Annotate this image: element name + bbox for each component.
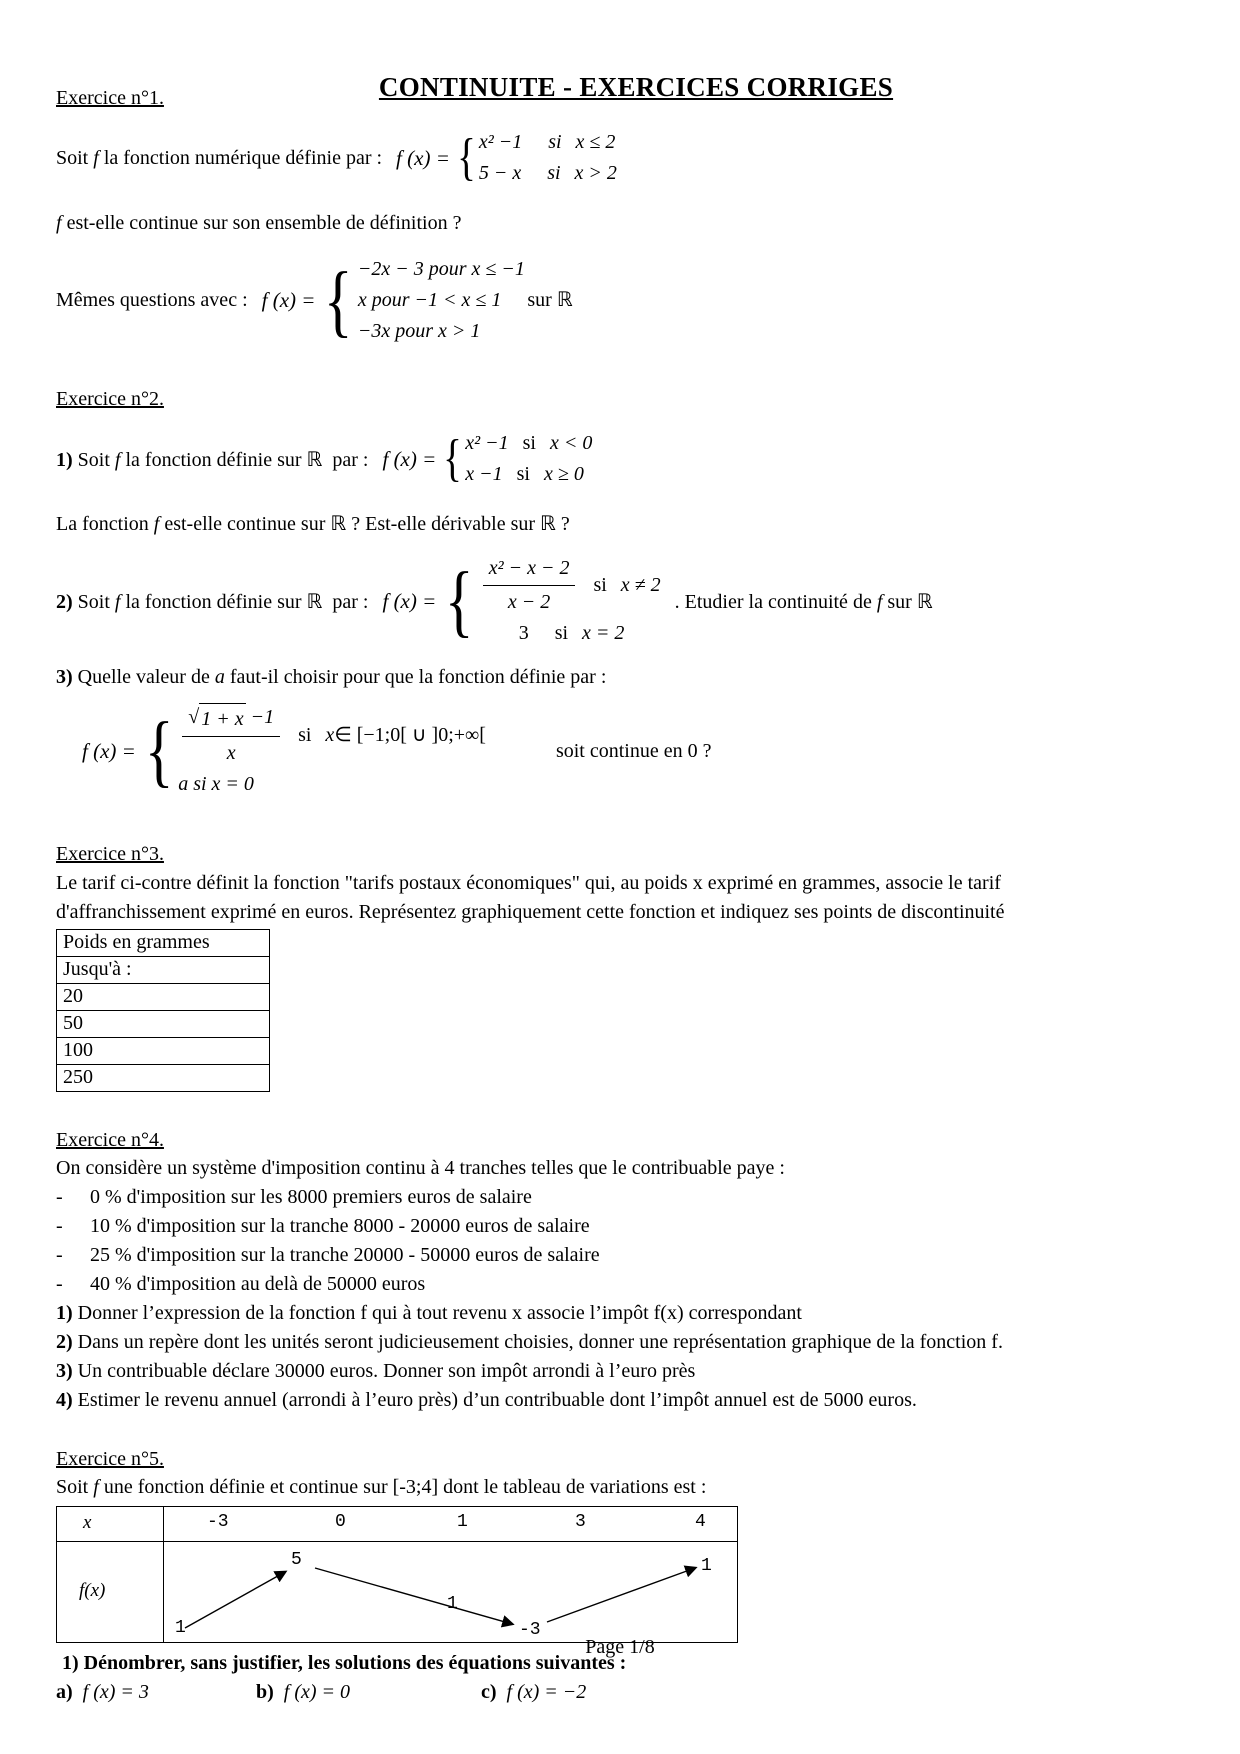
ex1-case-1-expr: x² −1 [478,131,523,153]
list-item [56,1212,1186,1241]
ex1-case-2-expr: 5 − x [478,162,522,184]
real-set-symbol: ℝ [306,448,323,471]
exercise-5-intro [56,1473,1186,1502]
ex2-q2-c1-si: si [593,574,607,596]
real-set-symbol: ℝ [916,590,933,613]
ex2-q2-function-symbol: f [114,590,121,613]
exercise-2-q1-followup [56,510,1186,539]
ex2-q2-tail-a: . Etudier la continuité de [674,590,872,613]
exercise-4-heading: Exercice n°4. [56,1129,164,1151]
exercise-2-q3-intro [56,663,1186,692]
exercise-1-heading: Exercice n°1. [56,87,164,109]
radicand: 1 + x [199,703,245,735]
ex2-q3-si: si [298,724,312,746]
fraction [182,702,280,769]
q-number: 3) [56,1360,73,1382]
subq-letter: a) [56,1681,73,1703]
fraction-numerator: x² − x − 2 [483,553,576,586]
ex2-q2-tail-b: sur [887,590,912,613]
ex2-q3-fx-label: f (x) = [82,738,136,763]
table-row [57,1038,270,1065]
table-row [57,957,270,984]
ex2-q2-c: par : [332,590,369,613]
ex2-piecewise-2 [440,553,660,649]
fraction-numerator [182,702,280,737]
ex2-q3-case2: a si x = 0 [178,773,254,795]
dash-icon: - [56,1273,63,1295]
postal-tariff-table [56,929,270,1092]
ex1-piecewise-1 [454,127,617,189]
exercise-2-heading: Exercice n°2. [56,388,164,410]
ex2-q2-c2-expr: 3 [518,622,529,644]
ex2-q3-case-row [178,702,486,769]
ex1-q-text: est-elle continue sur son ensemble de définition ? [66,212,462,234]
brace-icon: { [324,256,354,345]
table-cell: 20 [57,984,270,1011]
radical-icon: √ [188,706,200,728]
real-set-symbol: ℝ [330,513,347,535]
variation-table-body-row [57,1542,737,1642]
x-tick: 3 [575,1512,586,1532]
ex2-q2-c1-cond: x ≠ 2 [620,574,661,596]
ex5-q1-text: 1) Dénombrer, sans justifier, les solutions des équations suivantes : [62,1652,627,1674]
ex2-case-row [465,428,592,459]
ex2-q2-a: Soit [77,590,110,613]
variation-table-header-row [57,1507,737,1542]
ex5-function-symbol: f [93,1476,99,1498]
sqrt-tail: −1 [245,706,275,728]
table-row [57,1065,270,1092]
ex2-q1-a: Soit [77,448,110,471]
table-cell: 100 [57,1038,270,1065]
ex2-q2-c2-si: si [554,622,569,644]
variation-arrows [57,1542,737,1642]
ex1-c2-1-expr: −2x − 3 [357,258,424,280]
ex5-intro-b: une fonction définie et continue sur [-3;4] dont le tableau de variations est : [103,1476,707,1498]
ex1-fx-label-2: f (x) = [261,288,316,312]
ex2-c1-expr: x² −1 [465,432,509,454]
ex2-q2-c2-cond: x = 2 [582,622,625,644]
ex1-intro-rest: la fonction numérique définie par : [103,146,383,169]
x-tick: 0 [335,1512,346,1532]
ex1-c2-3-cond: pour x > 1 [395,320,481,342]
variation-value: -3 [519,1620,541,1640]
ex1-c2-2-cond: pour −1 < x ≤ 1 [371,289,502,311]
bullet-text: 25 % d'imposition sur la tranche 20000 - 50000 euros de salaire [90,1244,600,1266]
ex1-case-1-si: si [548,131,562,153]
ex2-q3-a: Quelle valeur de [77,666,210,688]
exercise-4-question-3 [56,1357,1186,1386]
subq-equation: f (x) = 0 [283,1681,351,1703]
q-number: 1) [56,1302,73,1324]
ex2-q2-number: 2) [56,590,73,613]
exercise-5-heading: Exercice n°5. [56,1448,164,1470]
ex1-sur: sur [527,289,552,311]
ex1-case-2-si: si [547,162,561,184]
dash-icon: - [56,1186,63,1208]
exercise-3-heading: Exercice n°3. [56,843,164,865]
ex2-q3-param-a: a [214,666,225,688]
ex2-q1-number: 1) [56,448,73,471]
fraction [483,553,576,618]
subq-a [56,1681,256,1704]
exercise-3-body-line1: Le tarif ci-contre définit la fonction "tarifs postaux économiques" qui, au poids x exprimé en grammes, associe le tarif [56,872,1001,894]
q-text: Donner l’expression de la fonction f qui à tout revenu x associe l’impôt f(x) correspondant [77,1302,802,1324]
variation-value: 1 [447,1594,458,1614]
square-root [188,702,245,735]
bullet-text: 40 % d'imposition au delà de 50000 euros [90,1273,426,1295]
ex2-q2-fx-label: f (x) = [382,588,437,613]
table-row [57,984,270,1011]
q-text: Un contribuable déclare 30000 euros. Donner son impôt arrondi à l’euro près [77,1360,696,1382]
table-cell: 250 [57,1065,270,1092]
ex1-fx-label: f (x) = [396,145,450,170]
ex1-case2-row [358,316,573,347]
ex1-case2-row [358,285,573,316]
subq-letter: c) [481,1681,497,1703]
real-set-symbol: ℝ [306,590,323,613]
dash-icon: - [56,1244,63,1266]
q-number: 4) [56,1389,73,1411]
ex1-case2-row [358,254,573,285]
exercise-1-second-intro: Mêmes questions avec : [56,289,248,311]
list-item [56,1270,1186,1299]
ex2-c2-expr: x −1 [465,463,503,485]
ex1-piecewise-2 [319,254,572,347]
variation-fx-label: f(x) [79,1580,106,1601]
ex1-function-symbol: f [93,146,99,169]
ex2-c2-cond: x ≥ 0 [543,463,584,485]
variation-value: 1 [175,1618,186,1638]
ex2-q2-tail [675,589,933,614]
ex2-q1-function-symbol: f [114,448,121,471]
table-header-weight: Poids en grammes [57,930,270,957]
variation-value: 1 [701,1556,712,1576]
variation-table-divider [163,1507,164,1642]
ex2-q2-case-row [479,618,661,649]
brace-icon: { [445,557,474,645]
ex2-follow-b: est-elle continue sur [164,513,326,535]
table-cell: Jusqu'à : [57,957,270,984]
x-tick: -3 [207,1512,229,1532]
exercise-4-bullets [56,1183,1186,1299]
exercise-3-body-line2: d'affranchissement exprimé en euros. Représentez graphiquement cette fonction et indiquez ses points de discontinuité [56,901,1005,923]
document-content [56,72,1186,1704]
ex1-q-function-symbol: f [56,212,62,234]
ex2-follow-function-symbol: f [153,513,160,535]
fraction-denominator: x − 2 [507,591,551,613]
ex2-q3-b: faut-il choisir pour que la fonction définie par : [229,666,607,688]
q-text: Estimer le revenu annuel (arrondi à l’euro près) d’un contribuable dont l’impôt annuel est de 5000 euros. [77,1389,917,1411]
q-text: Dans un repère dont les unités seront judicieusement choisies, donner une représentation graphique de la fonction f. [77,1331,1003,1353]
list-item [56,1241,1186,1270]
table-cell: 50 [57,1011,270,1038]
subq-b [256,1681,481,1704]
exercise-4-question-4 [56,1386,1186,1415]
exercise-5-subquestions [56,1681,1186,1704]
ex2-fx-label: f (x) = [382,446,437,471]
subq-equation: f (x) = 3 [82,1681,149,1703]
subq-equation: f (x) = −2 [506,1681,587,1703]
page-footer: Page 1/8 [585,1636,655,1658]
bullet-text: 10 % d'imposition sur la tranche 8000 - 20000 euros de salaire [90,1215,590,1237]
real-set-symbol: ℝ [556,289,573,311]
page-title: CONTINUITE - EXERCICES CORRIGES [378,72,894,102]
exercise-4-question-2 [56,1328,1186,1357]
exercise-4-question-1 [56,1299,1186,1328]
ex2-c1-cond: x < 0 [549,432,593,454]
ex2-q3-number: 3) [56,666,73,688]
dash-icon: - [56,1215,63,1237]
brace-icon: { [443,430,463,488]
ex1-case-row [479,127,617,158]
ex1-case-row [479,158,617,189]
ex2-q1-b: la fonction définie sur [125,448,302,471]
brace-icon: { [144,707,174,795]
x-tick: 4 [695,1512,706,1532]
ex2-q1-c: par : [332,448,369,471]
ex1-c2-2-expr: x [357,289,367,311]
exercise-1-intro [56,147,382,170]
ex1-intro-prefix: Soit [56,146,89,169]
ex2-q2-case-row [479,553,661,618]
bullet-text: 0 % d'imposition sur les 8000 premiers euros de salaire [90,1186,532,1208]
ex2-case-row [465,459,592,490]
x-tick: 1 [457,1512,468,1532]
ex2-q3-domain-var: x [325,724,335,746]
exercise-1-question [56,209,1186,238]
ex1-case-2-cond: x > 2 [574,162,617,184]
ex2-follow-d: ? [560,513,570,535]
ex2-follow-c: ? Est-elle dérivable sur [351,513,536,535]
variation-table [56,1506,738,1643]
list-item [56,1183,1186,1212]
ex1-c2-3-expr: −3x [357,320,391,342]
ex2-q2-tail-function-symbol: f [876,590,883,613]
ex2-piecewise-1 [440,428,592,490]
subq-letter: b) [256,1681,274,1703]
subq-c [481,1681,681,1704]
ex2-c2-si: si [516,463,530,485]
exercise-4-intro: On considère un système d'imposition continu à 4 tranches telles que le contribuable paye : [56,1157,785,1179]
ex2-q2-b: la fonction définie sur [125,590,302,613]
real-set-symbol: ℝ [540,513,556,535]
variation-value: 5 [291,1550,302,1570]
ex2-q3-domain: ∈ [−1;0[ ∪ ]0;+∞[ [334,724,486,746]
table-row [57,930,270,957]
brace-icon: { [456,129,476,187]
exercise-2-q2-intro [56,589,368,614]
ex1-case-1-cond: x ≤ 2 [575,131,616,153]
q-number: 2) [56,1331,73,1353]
ex2-follow-a: La fonction [56,513,149,535]
ex5-intro-a: Soit [56,1476,89,1498]
exercise-2-q1-intro [56,447,368,472]
ex1-c2-1-cond: pour x ≤ −1 [428,258,525,280]
variation-x-label: x [83,1512,92,1533]
fraction-denominator: x [226,742,236,764]
ex2-q3-case-row [178,769,486,800]
table-row [57,1011,270,1038]
ex2-piecewise-3 [140,702,486,800]
ex2-q3-tail: soit continue en 0 ? [555,739,712,762]
ex2-c1-si: si [522,432,536,454]
